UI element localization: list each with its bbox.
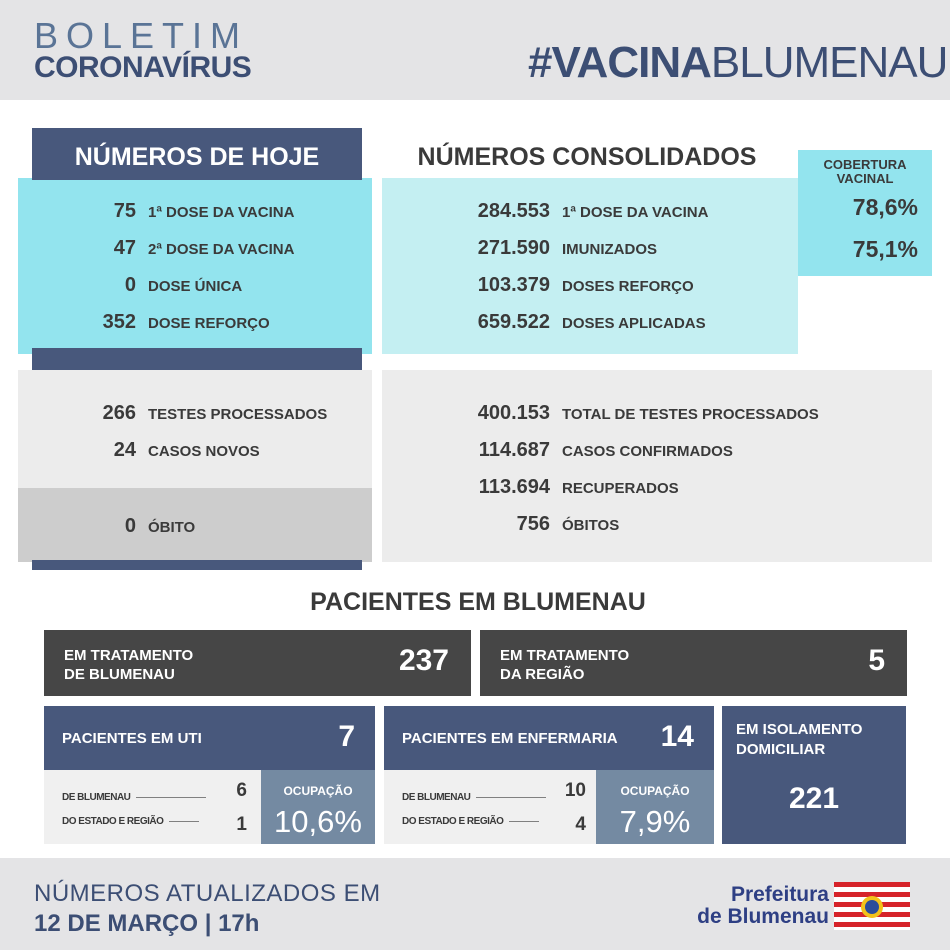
uti-estado-label: DO ESTADO E REGIÃO xyxy=(62,816,164,827)
hashtag-light: BLUMENAU xyxy=(710,38,948,87)
cons-row-obitos xyxy=(382,513,619,536)
blumenau-flag-icon xyxy=(834,882,910,930)
prefeitura-line2: de Blumenau xyxy=(697,905,829,928)
tratamento-regiao-card xyxy=(480,630,907,696)
hoje-unica-label: DOSE ÚNICA xyxy=(148,278,243,295)
cons-testes-label: TOTAL DE TESTES PROCESSADOS xyxy=(562,406,819,423)
enfermaria-estado-leader xyxy=(509,821,539,822)
hoje-1dose-label: 1ª DOSE DA VACINA xyxy=(148,204,295,221)
uti-card xyxy=(44,706,375,770)
title-numeros-consolidados: NÚMEROS CONSOLIDADOS xyxy=(417,143,757,171)
cons-reforco-num: 103.379 xyxy=(477,274,550,296)
prefeitura-logo-text xyxy=(684,884,829,928)
hoje-row-testes xyxy=(18,402,327,425)
isolamento-value: 221 xyxy=(788,782,840,815)
enfermaria-ocupacao-label: OCUPAÇÃO xyxy=(620,784,690,798)
hashtag-vacina-blumenau xyxy=(528,40,947,86)
hoje-testes-label: TESTES PROCESSADOS xyxy=(148,406,328,423)
hoje-1dose-num: 75 xyxy=(113,200,136,222)
tratamento-blumenau-line2: DE BLUMENAU xyxy=(64,666,175,683)
isolamento-line1: EM ISOLAMENTO xyxy=(736,721,863,738)
hashtag-bold: #VACINA xyxy=(528,38,711,87)
tratamento-blumenau-line1: EM TRATAMENTO xyxy=(64,647,194,664)
hoje-row-casos xyxy=(18,439,260,462)
enfermaria-breakdown xyxy=(384,770,596,844)
hoje-row-dose-unica xyxy=(18,274,242,297)
enfermaria-blumenau-value: 10 xyxy=(564,780,586,801)
hoje-unica-num: 0 xyxy=(124,274,136,296)
uti-label: PACIENTES EM UTI xyxy=(62,730,202,747)
hoje-reforco-num: 352 xyxy=(102,311,136,333)
hoje-2dose-num: 47 xyxy=(113,237,136,259)
hoje-obito-num: 0 xyxy=(124,515,136,537)
tratamento-regiao-line2: DA REGIÃO xyxy=(500,666,585,683)
tratamento-regiao-line1: EM TRATAMENTO xyxy=(500,647,630,664)
enfermaria-blumenau-label: DE BLUMENAU xyxy=(402,792,471,803)
tratamento-blumenau-card xyxy=(44,630,471,696)
cobertura-value-1: 78,6% xyxy=(852,194,918,220)
cons-1dose-num: 284.553 xyxy=(477,200,550,222)
hoje-row-reforco xyxy=(18,311,270,334)
uti-blumenau-value: 6 xyxy=(236,780,247,801)
cons-imunizados-num: 271.590 xyxy=(477,237,550,259)
hoje-bottom-divider xyxy=(32,560,362,570)
cons-1dose-label: 1ª DOSE DA VACINA xyxy=(562,204,709,221)
uti-blumenau-label: DE BLUMENAU xyxy=(62,792,131,803)
pacientes-title: PACIENTES EM BLUMENAU xyxy=(310,588,646,616)
cons-testes-num: 400.153 xyxy=(477,402,550,424)
cons-row-recuperados xyxy=(382,476,679,499)
cobertura-title xyxy=(798,158,932,186)
cons-row-imunizados xyxy=(382,237,657,260)
cons-row-testes xyxy=(382,402,819,425)
hoje-casos-num: 24 xyxy=(113,439,136,461)
isolamento-label xyxy=(736,720,862,760)
uti-breakdown xyxy=(44,770,261,844)
cons-row-aplicadas xyxy=(382,311,706,334)
cons-aplicadas-num: 659.522 xyxy=(477,311,550,333)
enfermaria-estado-row xyxy=(402,816,539,827)
cons-reforco-label: DOSES REFORÇO xyxy=(562,278,694,295)
uti-ocupacao-label: OCUPAÇÃO xyxy=(283,784,353,798)
cons-aplicadas-label: DOSES APLICADAS xyxy=(562,315,706,332)
cons-imunizados-label: IMUNIZADOS xyxy=(562,241,657,258)
boletim-title: BOLETIM xyxy=(34,15,249,56)
cons-row-confirmados xyxy=(382,439,733,462)
tratamento-blumenau-label xyxy=(64,646,193,684)
enfermaria-estado-value: 4 xyxy=(575,814,586,835)
footer-updated-date: 12 DE MARÇO | 17h xyxy=(34,910,260,937)
uti-blumenau-leader xyxy=(136,797,206,798)
hoje-reforco-label: DOSE REFORÇO xyxy=(148,315,270,332)
uti-estado-leader xyxy=(169,821,199,822)
uti-ocupacao-value: 10,6% xyxy=(274,804,362,839)
hoje-row-obito xyxy=(18,515,195,538)
uti-ocupacao-panel xyxy=(261,770,375,844)
cons-recuperados-num: 113.694 xyxy=(478,476,550,498)
hoje-divider xyxy=(32,348,362,370)
tratamento-blumenau-value: 237 xyxy=(398,644,449,677)
cobertura-title-line2: VACINAL xyxy=(836,171,894,186)
hoje-row-1dose xyxy=(18,200,294,223)
tratamento-regiao-label xyxy=(500,646,629,684)
cons-row-reforco xyxy=(382,274,694,297)
isolamento-line2: DOMICILIAR xyxy=(736,741,826,758)
enfermaria-value: 14 xyxy=(660,720,694,753)
hoje-obito-label: ÓBITO xyxy=(148,519,196,536)
cobertura-title-line1: COBERTURA xyxy=(823,157,907,172)
enfermaria-estado-label: DO ESTADO E REGIÃO xyxy=(402,816,504,827)
enfermaria-blumenau-leader xyxy=(476,797,546,798)
prefeitura-line1: Prefeitura xyxy=(730,883,829,906)
cons-confirmados-num: 114.687 xyxy=(478,439,550,461)
uti-estado-value: 1 xyxy=(236,814,247,835)
hoje-testes-num: 266 xyxy=(102,402,136,424)
enfermaria-blumenau-row xyxy=(402,792,546,803)
hoje-2dose-label: 2ª DOSE DA VACINA xyxy=(148,241,295,258)
coronavirus-title: CORONAVÍRUS xyxy=(34,51,252,84)
isolamento-card xyxy=(722,706,906,844)
cons-obitos-label: ÓBITOS xyxy=(562,517,620,534)
hoje-casos-label: CASOS NOVOS xyxy=(148,443,260,460)
cobertura-value-2: 75,1% xyxy=(852,236,918,262)
cons-row-1dose xyxy=(382,200,708,223)
uti-value: 7 xyxy=(338,720,355,753)
cons-recuperados-label: RECUPERADOS xyxy=(562,480,679,497)
hoje-row-2dose xyxy=(18,237,294,260)
cons-obitos-num: 756 xyxy=(516,513,550,535)
footer-updated-label: NÚMEROS ATUALIZADOS EM xyxy=(34,880,381,907)
uti-estado-row xyxy=(62,816,199,827)
enfermaria-ocupacao-panel xyxy=(596,770,714,844)
uti-blumenau-row xyxy=(62,792,206,803)
tratamento-regiao-value: 5 xyxy=(868,644,885,677)
title-numeros-hoje: NÚMEROS DE HOJE xyxy=(32,128,362,180)
cons-confirmados-label: CASOS CONFIRMADOS xyxy=(562,443,733,460)
enfermaria-card xyxy=(384,706,714,770)
enfermaria-ocupacao-value: 7,9% xyxy=(619,804,691,839)
enfermaria-label: PACIENTES EM ENFERMARIA xyxy=(402,730,618,747)
